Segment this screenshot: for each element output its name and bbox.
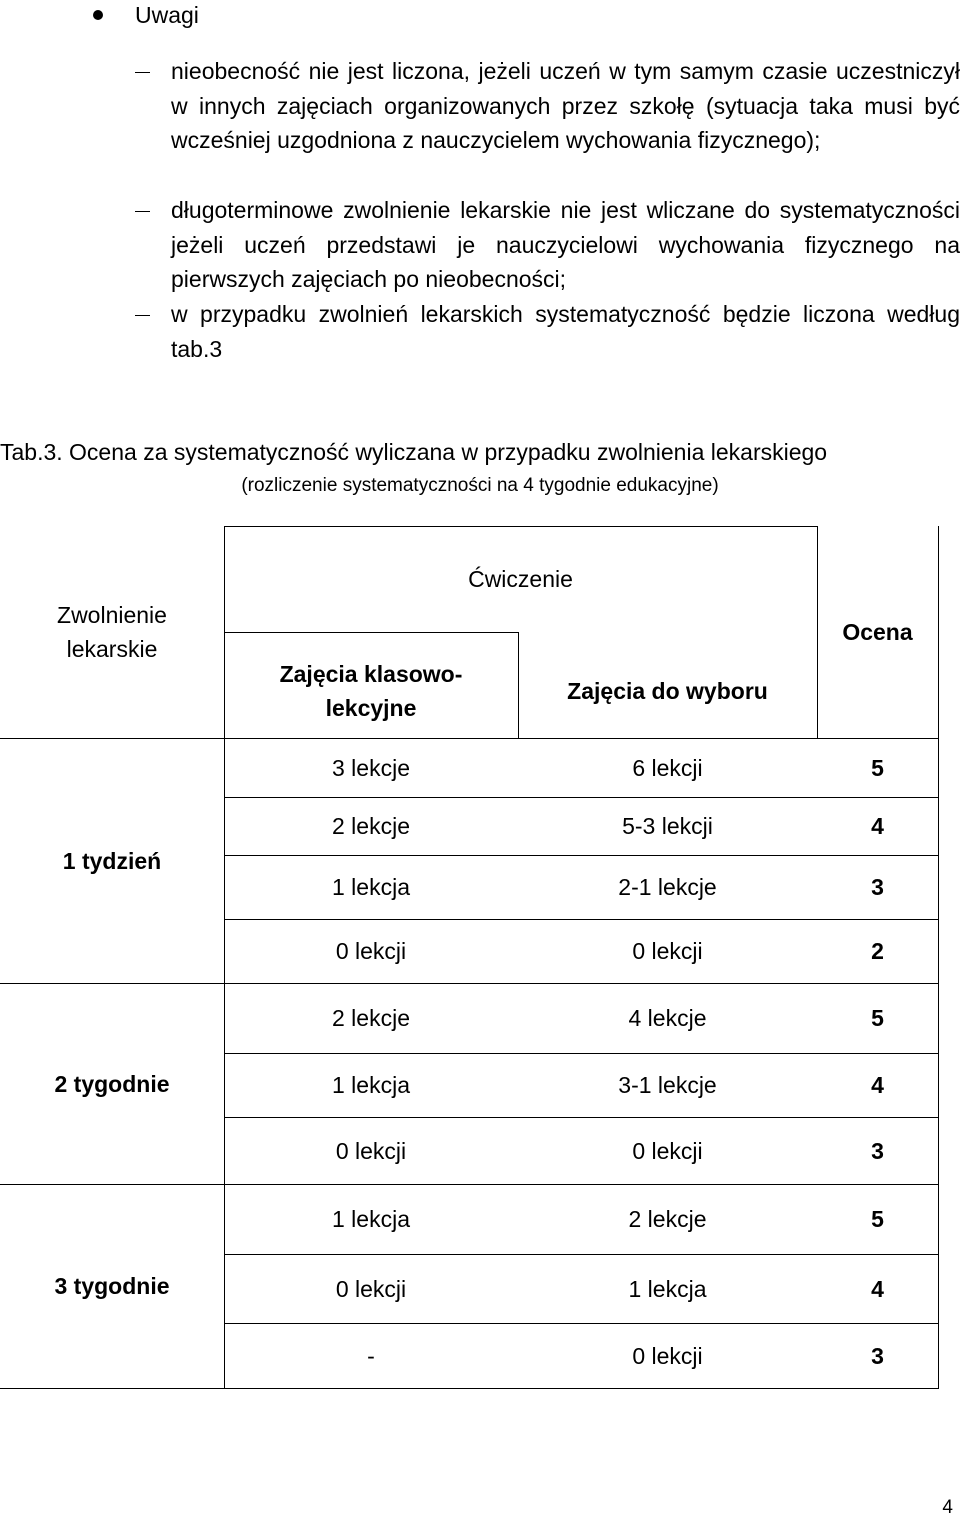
cell-grade: 5 — [871, 1005, 884, 1031]
table-subcaption: (rozliczenie systematyczności na 4 tygodnie edukacyjne) — [241, 475, 719, 496]
group-label: 2 tygodnie — [54, 1070, 170, 1097]
header-cwiczenie: Ćwiczenie — [468, 566, 573, 592]
cell-class: 0 lekcji — [335, 1275, 407, 1302]
cell-class: 2 lekcje — [332, 1005, 410, 1031]
cell-elective: 5-3 lekcji — [622, 813, 713, 839]
cell-elective: 0 lekcji — [632, 1342, 703, 1369]
note-item: nieobecność nie jest liczona, jeżeli uczeń w tym samym czasie uczestniczył w innych zajęciach organizowanych przez szkołę (sytuacja taka musi być wcześniej uzgodniona z nauczycielem wychowania fizycznego); — [171, 58, 960, 153]
cell-grade: 5 — [871, 754, 884, 781]
cell-elective: 0 lekcji — [632, 1137, 703, 1164]
cell-elective: 0 lekcji — [632, 938, 703, 964]
header-ocena: Ocena — [842, 619, 913, 645]
cell-class: 1 lekcja — [332, 874, 410, 900]
cell-grade: 4 — [871, 1072, 884, 1098]
cell-grade: 3 — [871, 1342, 884, 1369]
grading-table — [0, 526, 939, 1389]
note-item: długoterminowe zwolnienie lekarskie nie jest wliczane do systematyczności jeżeli uczeń przedstawi je nauczycielowi wychowania fizycznego na pierwszych zajęciach po nieobecności; — [171, 197, 960, 292]
group-label: 1 tydzień — [62, 847, 162, 874]
cell-grade: 5 — [871, 1206, 884, 1232]
cell-elective: 2 lekcje — [628, 1206, 707, 1232]
section-heading: Uwagi — [135, 2, 199, 28]
header-zwolnienie: Zwolnienie lekarskie — [57, 602, 167, 662]
cell-elective: 4 lekcje — [628, 1005, 707, 1031]
cell-elective: 2-1 lekcje — [618, 874, 717, 900]
page-number: 4 — [942, 1497, 953, 1518]
cell-elective: 1 lekcja — [628, 1275, 707, 1302]
dash-icon — [135, 211, 150, 212]
cell-grade: 3 — [871, 1137, 884, 1164]
cell-grade: 4 — [871, 1275, 884, 1302]
cell-class: - — [367, 1342, 375, 1369]
bullet-icon — [93, 10, 103, 20]
note-item: w przypadku zwolnień lekarskich systematyczność będzie liczona według tab.3 — [171, 301, 960, 362]
group-label: 3 tygodnie — [54, 1273, 170, 1299]
cell-grade: 3 — [871, 874, 884, 900]
dash-icon — [135, 315, 150, 316]
table-caption: Tab.3. Ocena za systematyczność wyliczana w przypadku zwolnienia lekarskiego — [0, 439, 828, 465]
cell-class: 2 lekcje — [332, 813, 410, 839]
header-zajecia-wybor: Zajęcia do wyboru — [567, 678, 768, 704]
table-border — [0, 1388, 939, 1389]
cell-grade: 2 — [871, 938, 884, 964]
cell-class: 3 lekcje — [332, 754, 410, 781]
cell-grade: 4 — [871, 813, 884, 839]
header-zajecia-klasowe: Zajęcia klasowo-lekcyjne — [279, 661, 463, 721]
cell-elective: 6 lekcji — [632, 754, 703, 781]
dash-icon — [135, 72, 150, 73]
table-border — [938, 526, 939, 1389]
cell-class: 0 lekcji — [335, 1137, 407, 1164]
cell-class: 1 lekcja — [332, 1072, 410, 1098]
cell-class: 1 lekcja — [332, 1206, 410, 1232]
cell-elective: 3-1 lekcje — [618, 1072, 717, 1098]
cell-class: 0 lekcji — [335, 938, 407, 964]
